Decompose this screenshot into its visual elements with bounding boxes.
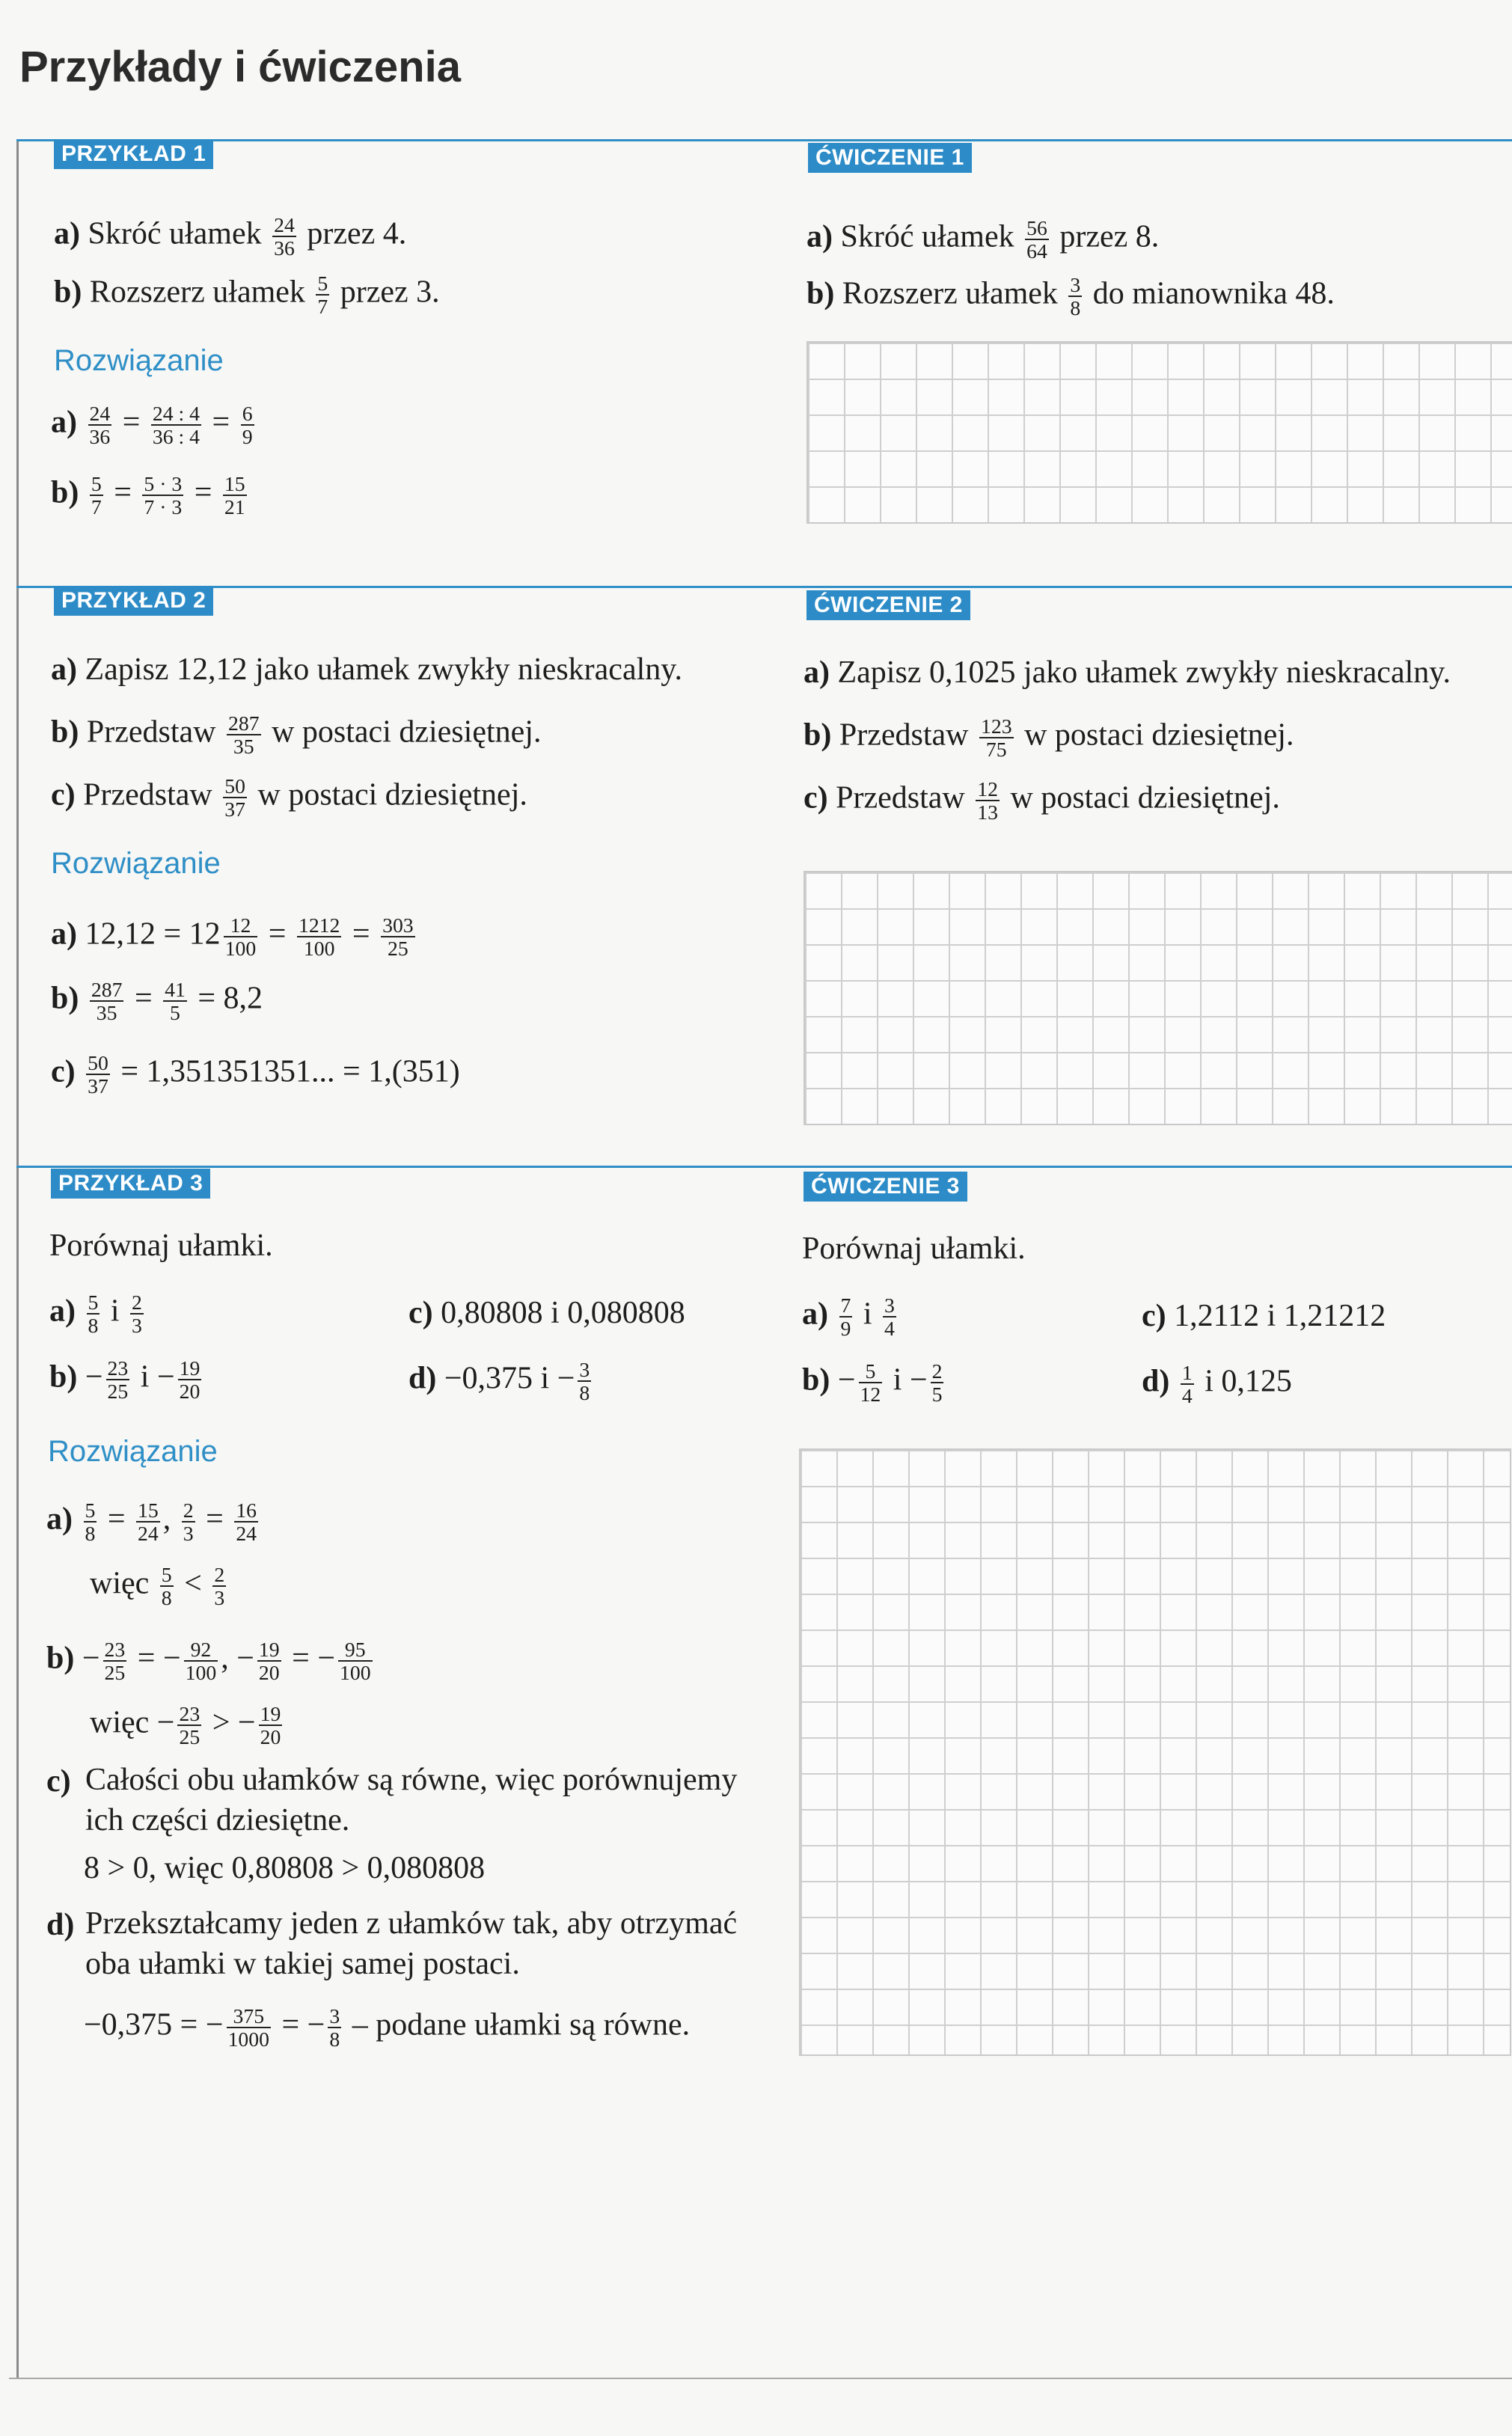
example-3-solution-c-letter: c) (46, 1764, 71, 1799)
example-1-solution-heading: Rozwiązanie (54, 344, 224, 377)
example-3-label: PRZYKŁAD 3 (51, 1169, 210, 1199)
exercise-1-b: b) Rozszerz ułamek $\frac{3}{8}$ do mianownika 48. (806, 273, 1335, 320)
section-divider-1 (16, 139, 1512, 141)
example-3-solution-c: Całości obu ułamków są równe, więc porównujemy ich części dziesiętne. (85, 1763, 738, 1837)
exercise-2-a: a) Zapisz 0,1025 jako ułamek zwykły nieskracalny. (804, 655, 1451, 690)
exercise-3-c: c) 1,2112 i 1,21212 (1142, 1299, 1386, 1333)
example-3-solution-a: a) $\frac{5}{8}$ = $\frac{15}{24}$ , $\frac{2}{3}$ = $\frac{16}{24}$ (46, 1499, 257, 1546)
exercise-1-answer-grid[interactable] (806, 341, 1512, 524)
section-divider-2 (16, 586, 1512, 588)
example-3-solution-a-conclusion: więc $\frac{5}{8}$ < $\frac{2}{3}$ (90, 1563, 225, 1610)
exercise-3-intro: Porównaj ułamki. (802, 1231, 1026, 1266)
exercise-2-c: c) Przedstaw $\frac{12}{13}$ w postaci dziesiętnej. (804, 777, 1280, 824)
example-1-b: b) Rozszerz ułamek $\frac{5}{7}$ przez 3. (54, 272, 440, 319)
example-2-solution-c: c) $\frac{50}{37}$ = 1,351351351... = 1,(351) (51, 1051, 460, 1098)
exercise-3-label: ĆWICZENIE 3 (804, 1172, 967, 1202)
exercise-3-a: a) $\frac{7}{9}$ i $\frac{3}{4}$ (802, 1294, 895, 1341)
example-3-intro: Porównaj ułamki. (49, 1228, 273, 1263)
example-3-solution-heading: Rozwiązanie (48, 1435, 218, 1468)
example-1-solution-a: a) $\frac{24}{36}$ = $\frac{24 : 4}{36 : 4}$ = $\frac{6}{9}$ (51, 402, 253, 449)
example-1-label: PRZYKŁAD 1 (54, 139, 213, 169)
example-3-solution-d: Przekształcamy jeden z ułamków tak, aby otrzymać oba ułamki w takiej samej postaci. (85, 1906, 738, 1981)
example-2-solution-heading: Rozwiązanie (51, 847, 221, 880)
example-3-solution-c-result: 8 > 0, więc 0,80808 > 0,080808 (84, 1851, 486, 1885)
example-1-solution-b: b) $\frac{5}{7}$ = $\frac{5 \cdot 3}{7 \cdot 3}$ = $\frac{15}{21}$ (51, 472, 245, 519)
left-border (16, 139, 19, 2378)
example-3-a: a) $\frac{5}{8}$ i $\frac{2}{3}$ (49, 1291, 142, 1338)
example-2-b: b) Przedstaw $\frac{287}{35}$ w postaci dziesiętnej. (51, 711, 542, 759)
exercise-2-label: ĆWICZENIE 2 (806, 590, 970, 620)
example-3-solution-b: b) − $\frac{23}{25}$ = − $\frac{92}{100}$ , − $\frac{19}{20}$ = − $\frac{95}{100}$ (46, 1638, 371, 1685)
exercise-2-b: b) Przedstaw $\frac{123}{75}$ w postaci dziesiętnej. (804, 714, 1294, 762)
example-3-d: d) −0,375 i − $\frac{3}{8}$ (408, 1358, 590, 1405)
example-2-label: PRZYKŁAD 2 (54, 586, 213, 616)
exercise-3-answer-grid[interactable] (799, 1448, 1511, 2056)
example-1-a: a) Skróć ułamek $\frac{24}{36}$ przez 4. (54, 213, 407, 260)
fraction: $\frac{5}{7}$ (317, 272, 328, 319)
fraction: $\frac{24}{36}$ (274, 213, 295, 260)
exercise-3-b: b) − $\frac{5}{12}$ i − $\frac{2}{5}$ (802, 1359, 943, 1407)
exercise-1-label: ĆWICZENIE 1 (808, 143, 972, 173)
section-divider-3 (16, 1166, 1512, 1168)
example-3-solution-d-result: −0,375 = − $\frac{375}{1000}$ = − $\frac{3}{8}$ – podane ułamki są równe. (84, 2004, 691, 2051)
example-2-c: c) Przedstaw $\frac{50}{37}$ w postaci dziesiętnej. (51, 774, 527, 821)
example-3-solution-b-conclusion: więc − $\frac{23}{25}$ > − $\frac{19}{20}$ (90, 1702, 281, 1749)
example-3-c: c) 0,80808 i 0,080808 (408, 1296, 685, 1330)
example-2-a: a) Zapisz 12,12 jako ułamek zwykły nieskracalny. (51, 652, 683, 687)
example-3-solution-d-letter: d) (46, 1908, 75, 1942)
example-3-b: b) − $\frac{23}{25}$ i − $\frac{19}{20}$ (49, 1356, 201, 1404)
page-bottom-line (9, 2378, 1512, 2379)
example-2-solution-b: b) $\frac{287}{35}$ = $\frac{41}{5}$ = 8,2 (51, 978, 263, 1025)
page-title: Przykłady i ćwiczenia (19, 43, 461, 91)
exercise-2-answer-grid[interactable] (804, 871, 1512, 1125)
example-2-solution-a: a) 12,12 = 12 $\frac{12}{100}$ = $\frac{1212}{100}$ = $\frac{303}{25}$ (51, 914, 414, 961)
exercise-3-d: d) $\frac{1}{4}$ i 0,125 (1142, 1361, 1292, 1408)
exercise-1-a: a) Skróć ułamek $\frac{56}{64}$ przez 8. (806, 216, 1160, 263)
